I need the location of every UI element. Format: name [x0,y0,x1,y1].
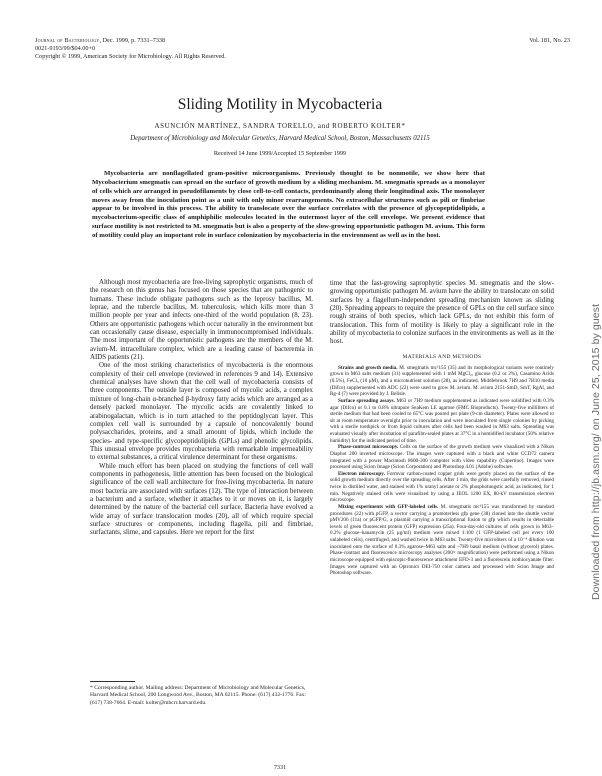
copyright: Copyright © 1999, American Society for Microbiology. All Rights Reserved. [35,53,226,60]
methods-text: Cells on the surface of the growth medium were visualized with a Nikon Diaphot 200 inverted microscope. The images were captured with a black and white CCD72 camera integrated with a power Macintosh 8600-300 computer with video capability (Cupertino). Images were processed using Scion Image (Scion Corporation) and Photoshop 4.01 (Adobe) software. [330,444,554,471]
methods-gfp [330,504,554,577]
section-heading-methods: MATERIALS AND METHODS [402,353,482,360]
intro-paragraph-1: Although most mycobacteria are free-living saprophytic organisms, much of the research on this genus has focused on those species that are pathogenic to humans. These include obligate pathogens such as the leprosy bacillus, M. leprae, and the tubercle bacillus, M. tuberculosis, which kills more than 3 million people per year and infects one-third of the world population (8, 23). Others are opportunistic pathogens which occur naturally in the environment but can occasionally cause disease, especially in immunocompromised individuals. The most important of the opportunistic pathogens are the members of the M. avium-M. intracellulare complex, which are a leading cause of bacteremia in AIDS patients (21). [90,279,313,362]
author-list: ASUNCIÓN MARTÍNEZ, SANDRA TORELLO, and ROBERTO KOLTER* [154,122,406,130]
footnote-rule [90,681,135,682]
methods-electron [330,471,554,504]
right-column [330,280,554,577]
corresponding-author-footnote: * Corresponding author. Mailing address: Department of Microbiology and Molecular Genetics, Harvard Medical School, 200 Longwood Ave., Boston, MA 02115. Phone: (617) 432-1776. Fax: (617) 738-7664. E-mail: kolter@mbcrr.harvard.edu. [90,685,306,706]
runin-heading: Phase-contrast microscopy. [338,444,399,451]
methods-phase [330,444,554,471]
intro-paragraph-2: One of the most striking characteristics of mycobacteria is the enormous complexity of their cell envelope (reviewed in references 9 and 14). Extensive chemical analyses have shown that the cell wall of mycobacteria consists of three components. The outside layer is composed of mycolic acids, a complex mixture of long-chain α-branched β-hydroxy fatty acids which are arranged as a densely packed monolayer. The mycolic acids are covalently linked to arabinogalactan, which is in turn attached to the peptidoglycan layer. This complex cell wall is surrounded by a capsule of noncovalently bound polysaccharides, proteins, and a small amount of lipids, which include the species- and type-specific glycopeptidolipids (GPLs) and phenolic glycolipids. This unusual envelope provides mycobacteria with remarkable impermeability to external substances, a critical virulence determinant for these organisms. [90,362,313,462]
methods-strains [330,365,554,398]
download-notice[interactable]: Downloaded from http://jb.asm.org/ on June 25, 2015 by guest [590,303,602,600]
methods-text: M. smegmatis mc²155 was transformed by standard procedures (22) with pGFP, a vector carrying a promoterless gfp gene (38) cloned into the shuttle vector pMV206 (11a) or pGFP/G, a plasmid carrying a transcriptional fusion to gfp which results in detectable levels of green fluorescent protein (GFP) expression (25a). Four-day-old cultures of cells grown in M63–0.2% glucose–kanamycin (25 μg/ml) medium were mixed 1:100 (1 GFP-labeled cell per every 100 unlabeled cells), centrifuged, and washed twice in M63 salts. Twenty-five microliters of a 10⁻⁴ dilution was inoculated onto the surface of 0.3% agarose–M63 salts and –7H9 basal medium (without glycerol) plates. Phase-contrast and fluorescence microscopy analyses (200× magnification) were performed using a Nikon microscope equipped with episcopic-fluorescence attachment EFD-3 and a fluorescein isothiocyanate filter. Images were captured with an Optronics DEI-750 color camera and processed with Scion Image and Photoshop software. [330,503,554,577]
runin-heading: Electron microscopy. [338,470,385,477]
article-title: Sliding Motility in Mycobacteria [177,96,383,113]
journal-name: Journal of Bacteriology [35,37,100,44]
affiliation: Department of Microbiology and Molecular Genetics, Harvard Medical School, Boston, Massachusetts 02115 [130,135,430,142]
runin-heading: Mixing experiments with GFP-labeled cells. [338,503,439,510]
abstract: Mycobacteria are nonflagellated gram-positive microorganisms. Previously thought to be nonmotile, we show here that Mycobacterium smegmatis can spread on the surface of growth medium by a sliding mechanism. M. smegmatis spreads as a monolayer of cells which are arranged in pseudofilaments by close cell-to-cell contacts, predominantly along their longitudinal axis. The monolayer moves away from the inoculation point as a unit with only minor rearrangements. No extracellular structures such as pili or fimbriae appear to be involved in this process. The ability to translocate over the surface correlates with the presence of glycopeptidolipids, a mycobacterium-specific class of amphiphilic molecules located in the outermost layer of the cell envelope. We present evidence that surface motility is not restricted to M. smegmatis but is also a property of the slow-growing opportunistic pathogen M. avium. This form of motility could play an important role in surface colonization by mycobacteria in the environment as well as in the host. [92,170,485,239]
volume-issue: Vol. 181, No. 23 [529,37,570,44]
intro-paragraph-4: time that the fast-growing saprophytic species M. smegmatis and the slow-growing opportunistic pathogen M. avium have the ability to translocate on solid surfaces by a flagellum-independent spreading mechanism known as sliding (20). Spreading appears to require the presence of GPLs on the cell surface since rough strains of both species, which lack GPLs, do not exhibit this form of translocation. This form of motility is likely to play a significant role in the ability of mycobacteria to colonize surfaces in the environments as well as in the host. [330,280,554,346]
issn: 0021-9193/99/$04.00+0 [35,45,96,52]
intro-paragraph-3: While much effort has been placed on studying the functions of cell wall components in pathogenesis, little attention has been focused on the biological significance of the cell wall architecture for free-living mycobacteria. In nature most bacteria are associated with surfaces (12). The type of interaction between a bacterium and a surface, whether it attaches to it or moves on it, is largely determined by the nature of the bacterial cell surface. Bacteria have evolved a wide array of surface translocation modes (20), all of which require special surface structures or components, including flagella, pili and fimbriae, surfactants, slime, and capsules. Here we report for the first [90,462,313,537]
page-number: 7331 [273,764,287,771]
issue-date: Dec. 1999, p. 7331–7338 [102,37,166,44]
runin-heading: Surface spreading assays. [338,397,395,404]
methods-text: M63 or 7H9 medium supplemented as indicated were solidified with 0.3% agar (Difco) or 0.1 to 0.8% ultrapure SeaKem LE agarose (FMC Bioproducts). Twenty-five milliliters of sterile medium that had been cooled to 65°C was poured per plate (9-cm diameter). Plates were allowed to sit at room temperature overnight prior to inoculation and were inoculated from single colonies by picking with a sterile toothpick or from liquid cultures after cells had been washed in M63 salts. Spreading was evaluated visually after incubation of parafilm-sealed plates at 37°C in a humidified incubator (50% relative humidity) for the indicated period of time. [330,397,554,444]
methods-body [330,365,554,577]
left-column [90,279,313,538]
methods-assays [330,398,554,444]
methods-text: M. smegmatis mc²155 (35) and its morphological variants were routinely grown in M63 salts medium (31) supplemented with 1 mM MgCl₂, glucose (0.2 or 2%), Casamino Acids (0.5%), FeCl₃ (10 μM), and a micronutrient solution (28), as indicated. Middlebrook 7H9 and 7H10 media (Difco) supplemented with ADC (22) were used to grow M. avium. M. avium 2151-SmD, SmT, RgAl, and Rg-4 (7) were provided by J. Belisle. [330,364,554,398]
running-header: Journal of Bacteriology, Dec. 1999, p. 7331–7338 0021-9193/99/$04.00+0 Copyright © 1999, American Society for Microbiology. All Rights Reserved. [35,37,335,61]
received-dates: Received 14 June 1999/Accepted 15 September 1999 [213,150,347,157]
runin-heading: Strains and growth media. [338,364,398,371]
methods-text: Formvar carbon-coated copper grids were gently placed on the surface of the solid growth medium directly over the spreading cells. After 1 min, the grids were carefully removed, rinsed twice in distilled water, and stained with 1% uranyl acetate or 2% phosphotungstic acid, as indicated, for 1 min. Negatively stained cells were visualized by using a JEOL 1200 EX, 80-kV transmission electron microscope. [330,470,555,504]
